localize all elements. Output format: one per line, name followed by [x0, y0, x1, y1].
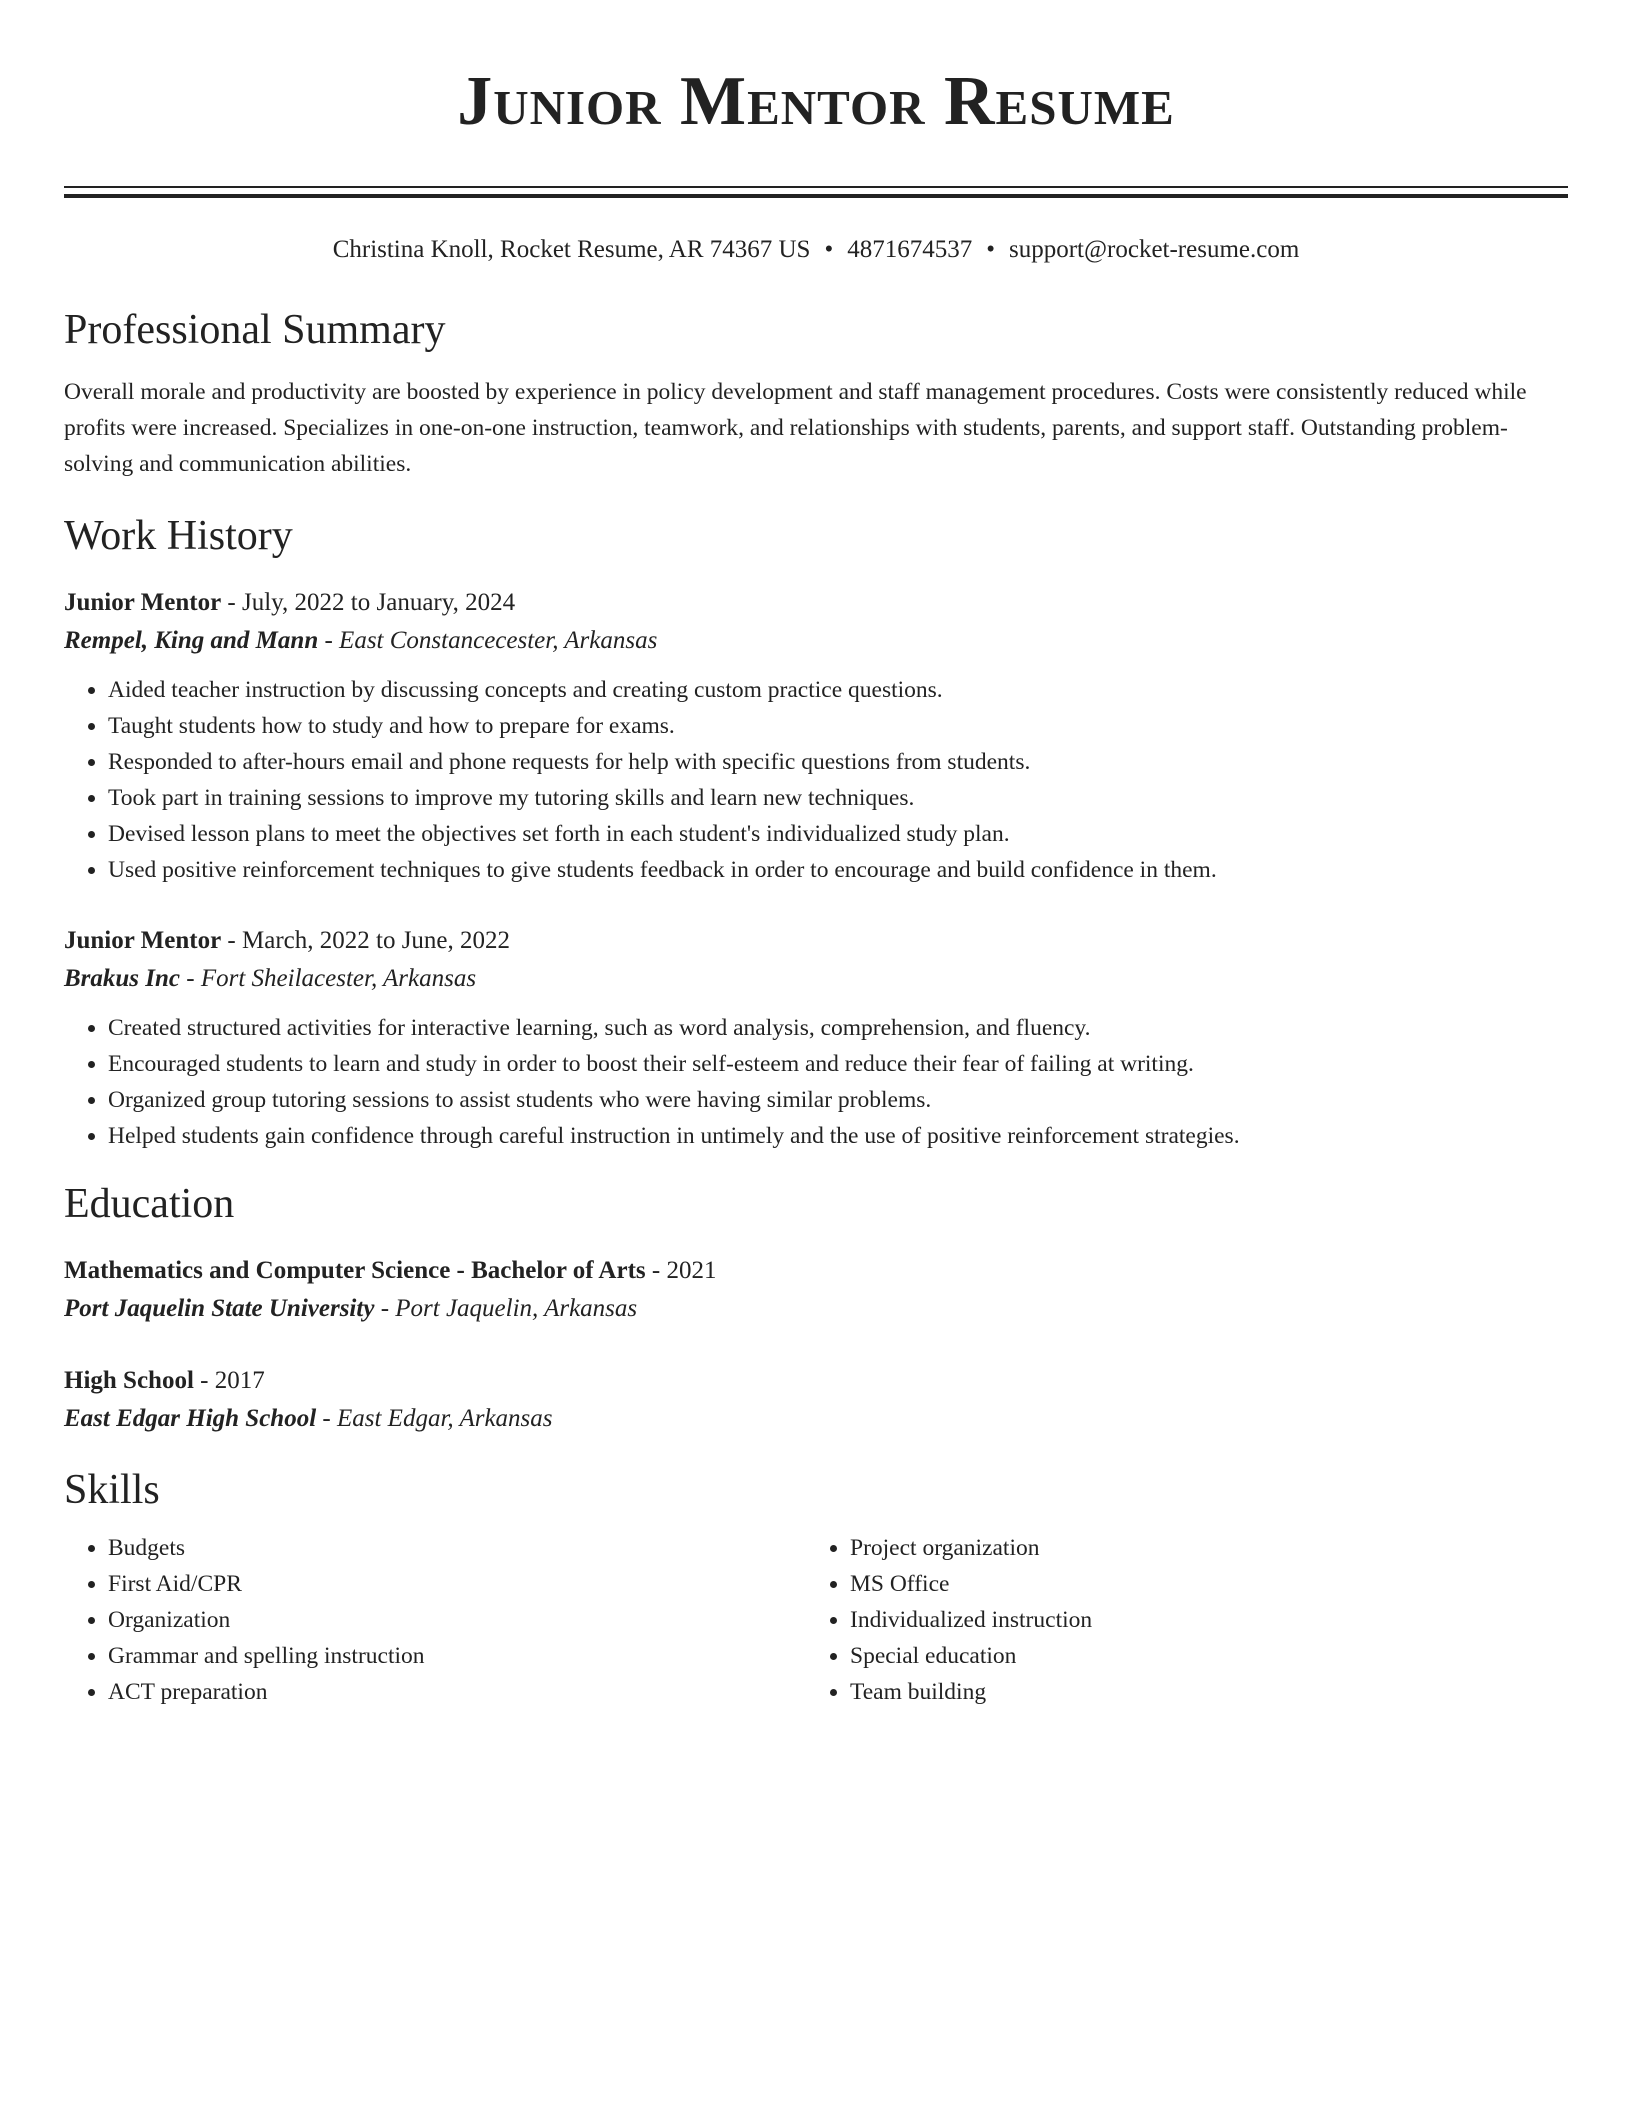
job-company-line	[64, 960, 1568, 998]
summary-text: Overall morale and productivity are boosted by experience in policy development and staff management procedures. Costs were consistently reduced while profits were increased. Specializes in one-on-one instruction, teamwork, and relationships with students, parents, and support staff. Outstanding problem-solving and communication abilities.	[64, 379, 1527, 477]
list-item: • Created structured activities for interactive learning, such as word analysis, comprehension, and fluency.	[108, 1010, 1568, 1046]
job-company: Brakus Inc	[64, 965, 181, 992]
job-title: Junior Mentor	[64, 589, 222, 616]
job-company-line	[64, 622, 1568, 660]
skills-columns	[64, 1530, 1568, 1710]
skill-item: • MS Office	[850, 1566, 1548, 1602]
degree-line	[64, 1362, 1568, 1400]
graduation-year: - 2021	[645, 1257, 717, 1284]
list-item: • Took part in training sessions to improve my tutoring skills and learn new techniques.	[108, 780, 1568, 816]
education-entry	[64, 1362, 1568, 1438]
list-item: • Encouraged students to learn and study in order to boost their self-esteem and reduce their fear of failing at writing.	[108, 1046, 1568, 1082]
list-item: • Devised lesson plans to meet the objectives set forth in each student's individualized study plan.	[108, 816, 1568, 852]
school-location: - East Edgar, Arkansas	[316, 1405, 553, 1432]
skill-item: • Team building	[850, 1674, 1548, 1710]
work-history-heading: Work History	[64, 513, 293, 559]
school-location: - Port Jaquelin, Arkansas	[374, 1295, 638, 1322]
contact-email: support@rocket-resume.com	[1009, 236, 1300, 263]
job-location: - East Constancecester, Arkansas	[318, 627, 658, 654]
job-dates: - July, 2022 to January, 2024	[221, 589, 516, 616]
job-company: Rempel, King and Mann	[64, 627, 319, 654]
degree: Mathematics and Computer Science - Bachelor of Arts	[64, 1257, 646, 1284]
job-entry	[64, 922, 1568, 1154]
title-divider-thin	[64, 186, 1568, 188]
degree: High School	[64, 1367, 194, 1394]
school-name: Port Jaquelin State University	[64, 1295, 375, 1322]
skill-item: • Individualized instruction	[850, 1602, 1548, 1638]
skill-item: • Project organization	[850, 1530, 1548, 1566]
page-title: Junior Mentor Resume	[457, 63, 1175, 140]
skill-item: • Organization	[108, 1602, 806, 1638]
summary-heading: Professional Summary	[64, 307, 446, 353]
school-line	[64, 1290, 1568, 1328]
skills-right-column	[806, 1530, 1548, 1710]
job-entry	[64, 584, 1568, 888]
job-title-line	[64, 922, 1568, 960]
skills-heading: Skills	[64, 1467, 160, 1513]
contact-line	[64, 234, 1568, 266]
list-item: • Used positive reinforcement techniques to give students feedback in order to encourage and build confidence in them.	[108, 852, 1568, 888]
skill-item: • First Aid/CPR	[108, 1566, 806, 1602]
school-name: East Edgar High School	[64, 1405, 317, 1432]
list-item: • Responded to after-hours email and phone requests for help with specific questions from students.	[108, 744, 1568, 780]
job-title-line	[64, 584, 1568, 622]
degree-line	[64, 1252, 1568, 1290]
graduation-year: - 2017	[193, 1367, 265, 1394]
skills-left-column	[64, 1530, 806, 1710]
job-title: Junior Mentor	[64, 927, 222, 954]
skill-item: • Budgets	[108, 1530, 806, 1566]
skill-item: • ACT preparation	[108, 1674, 806, 1710]
title-divider-thick	[64, 194, 1568, 198]
list-item: • Organized group tutoring sessions to assist students who were having similar problems.	[108, 1082, 1568, 1118]
summary-section	[64, 304, 1568, 482]
school-line	[64, 1400, 1568, 1438]
job-bullets	[64, 672, 1568, 888]
contact-address: Christina Knoll, Rocket Resume, AR 74367 US	[332, 236, 811, 263]
education-entry	[64, 1252, 1568, 1328]
job-dates: - March, 2022 to June, 2022	[221, 927, 511, 954]
skill-item: • Grammar and spelling instruction	[108, 1638, 806, 1674]
skill-item: • Special education	[850, 1638, 1548, 1674]
skills-section	[64, 1464, 1568, 1710]
job-location: - Fort Sheilacester, Arkansas	[180, 965, 477, 992]
contact-separator: •	[986, 236, 995, 263]
list-item: • Aided teacher instruction by discussing concepts and creating custom practice questions.	[108, 672, 1568, 708]
education-section	[64, 1178, 1568, 1438]
job-bullets	[64, 1010, 1568, 1154]
contact-phone: 4871674537	[847, 236, 973, 263]
list-item: • Helped students gain confidence through careful instruction in untimely and the use of positive reinforcement strategies.	[108, 1118, 1568, 1154]
education-heading: Education	[64, 1181, 235, 1227]
work-history-section	[64, 510, 1568, 1154]
contact-separator: •	[824, 236, 834, 263]
list-item: • Taught students how to study and how to prepare for exams.	[108, 708, 1568, 744]
